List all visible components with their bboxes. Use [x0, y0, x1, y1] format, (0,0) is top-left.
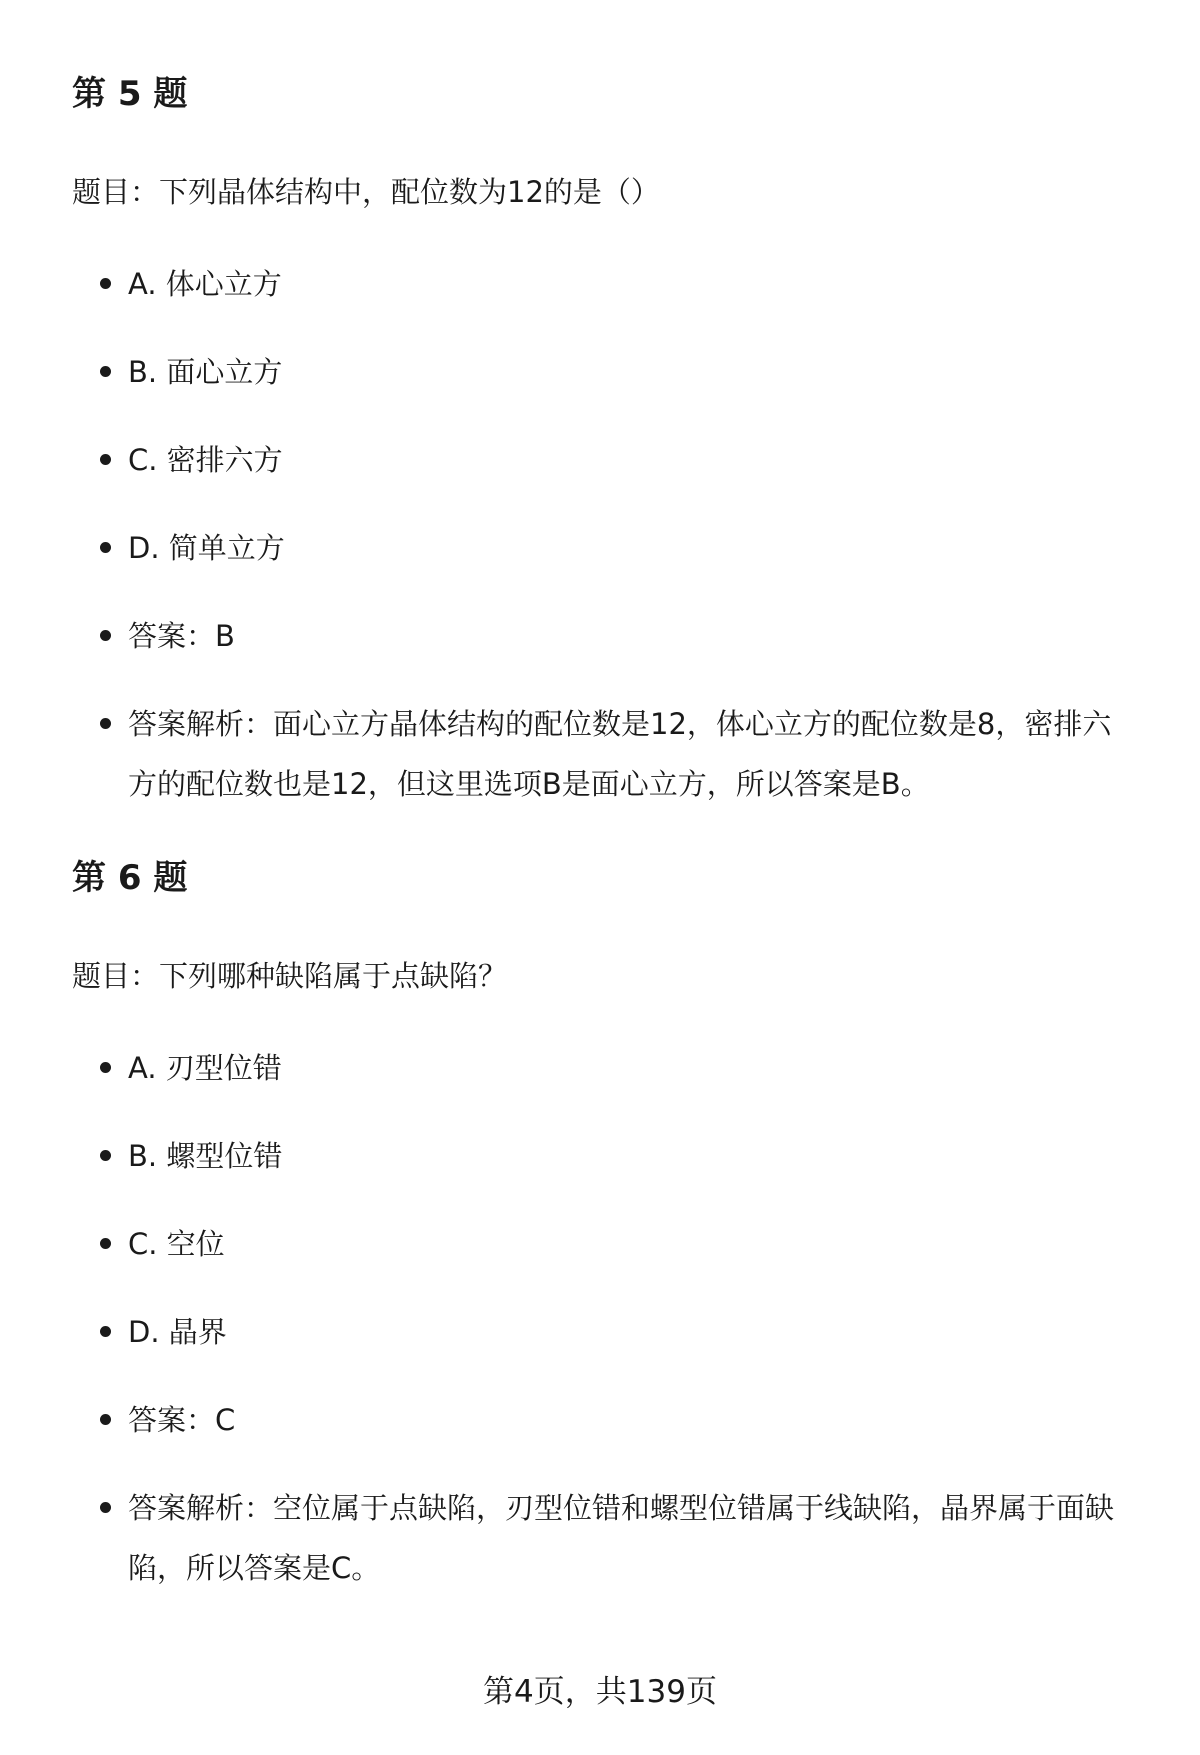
- bullet-icon: [100, 1414, 111, 1425]
- question-title: 第 6 题: [72, 858, 188, 898]
- question-title: 第 5 题: [72, 74, 188, 114]
- bullet-icon: [100, 630, 111, 641]
- page-number-footer: 第4页，共139页: [483, 1674, 717, 1710]
- answer: 答案：C: [128, 1403, 236, 1437]
- bullet-icon: [100, 454, 111, 465]
- bullet-icon: [100, 366, 111, 377]
- option-b: B. 面心立方: [128, 355, 283, 389]
- option-d: D. 简单立方: [128, 531, 285, 565]
- option-c: C. 空位: [128, 1227, 225, 1261]
- option-d: D. 晶界: [128, 1315, 227, 1349]
- bullet-icon: [100, 718, 111, 729]
- bullet-icon: [100, 1238, 111, 1249]
- bullet-icon: [100, 1502, 111, 1513]
- answer: 答案：B: [128, 619, 235, 653]
- option-a: A. 体心立方: [128, 267, 282, 301]
- bullet-icon: [100, 278, 111, 289]
- option-c: C. 密排六方: [128, 443, 283, 477]
- answer-analysis: 答案解析：面心立方晶体结构的配位数是12，体心立方的配位数是8，密排六方的配位数也是12，但这里选项B是面心立方，所以答案是B。: [128, 707, 1112, 801]
- question-stem: 题目：下列哪种缺陷属于点缺陷？: [72, 959, 508, 993]
- option-b: B. 螺型位错: [128, 1139, 283, 1173]
- bullet-icon: [100, 542, 111, 553]
- question-stem: 题目：下列晶体结构中，配位数为12的是（）: [72, 175, 660, 209]
- bullet-icon: [100, 1326, 111, 1337]
- bullet-icon: [100, 1062, 111, 1073]
- answer-analysis: 答案解析：空位属于点缺陷，刃型位错和螺型位错属于线缺陷，晶界属于面缺陷，所以答案是C。: [128, 1491, 1115, 1585]
- option-a: A. 刃型位错: [128, 1051, 282, 1085]
- bullet-icon: [100, 1150, 111, 1161]
